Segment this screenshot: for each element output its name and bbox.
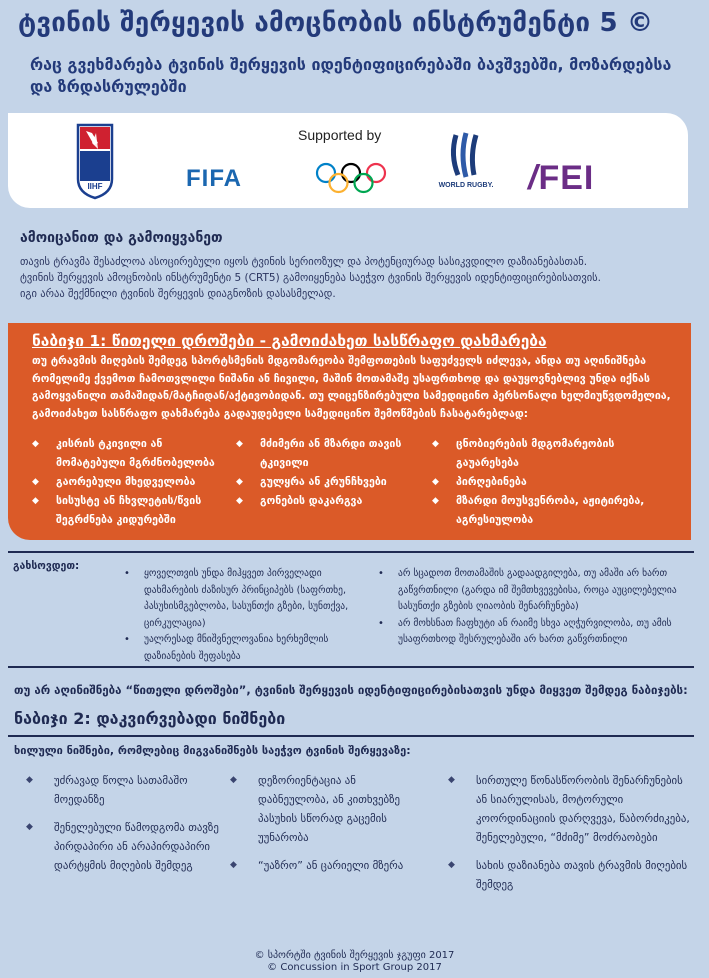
- fifa-logo: FIFA: [186, 165, 242, 192]
- observable-sign-item: ◆ სახის დაზიანება თავის ტრავმის მიღების შემდეგ: [448, 856, 694, 894]
- footer-copyright-ka: © სპორტში ტვინის შერყევის ჯგუფი 2017: [254, 950, 455, 961]
- intro-line: ტვინის შერყევის ამოცნობის ინსტრუმენტი 5 (CRT5) გამოიყენება საეჭვო ტვინის შერყევის იდენტიფიცირებისათვის.: [20, 272, 601, 284]
- red-flag-item: ◆ პირღებინება: [432, 473, 672, 492]
- intro-heading: ამოიცანით და გამოიყვანეთ: [20, 230, 223, 246]
- step2-subtitle: ხილული ნიშნები, რომლებიც მიგვანიშნებს საეჭვო ტვინის შერყევაზე:: [14, 744, 411, 757]
- observable-sign-item: ◆ შენელებული წამოდგომა თავზე პირდაპირი ან არაპირდაპირი დარტყმის მიღების შემდეგ: [26, 818, 226, 875]
- red-flags-column-3: [432, 435, 672, 530]
- step2-title: ნაბიჯი 2: დაკვირვებადი ნიშნები: [14, 709, 286, 728]
- observable-sign-item: ◆ “უაზრო” ან ცარიელი მზერა: [230, 856, 430, 875]
- red-flag-item: ◆ კისრის ტკივილი ან მომატებული მგრძნობელობა: [32, 435, 232, 473]
- step1-title: ნაბიჯი 1: წითელი დროშები - გამოიძახეთ სასწრაფო დახმარება: [32, 332, 547, 350]
- observable-sign-item: ◆ სირთულე წონასწორობის შენარჩუნების ან სიარულისას, მოტორული კოორდინაციის დარღვევა, წაბორძიკება, შენელებული, “მძიმე” მოძრაობები: [448, 771, 694, 847]
- intro-line: იგი არაა შექმნილი ტვინის შერყევის დიაგნოზის დასასმელად.: [20, 288, 336, 300]
- remember-column-2: [378, 566, 693, 649]
- observable-signs-column-3: [448, 771, 694, 903]
- red-flag-item: ◆ მზარდი მოუსვენრობა, აჟიტირება, აგრესიულობა: [432, 492, 672, 530]
- bridge-text: თუ არ აღინიშნება “წითელი დროშები”, ტვინის შერყევის იდენტიფიცირებისათვის უნდა მიყვეთ შემდეგ ნაბიჯებს:: [14, 683, 688, 697]
- world-rugby-logo-text: WORLD RUGBY.: [438, 182, 494, 189]
- footer: [0, 950, 709, 974]
- footer-copyright-en: © Concussion in Sport Group 2017: [267, 962, 442, 973]
- divider: [8, 666, 694, 668]
- red-flag-item: ◆ მძიმერი ან მზარდი თავის ტკივილი: [236, 435, 416, 473]
- supported-by-label: Supported by: [298, 127, 382, 143]
- remember-label: გახსოვდეთ:: [13, 560, 80, 572]
- red-flag-item: ◆ გულყრა ან კრუნჩხვები: [236, 473, 416, 492]
- divider: [8, 551, 694, 553]
- olympic-rings-icon: [314, 161, 388, 197]
- iihf-logo-icon: [76, 123, 114, 199]
- remember-column-1: [124, 566, 364, 665]
- remember-item: • უალრესად მნიშვნელოვანია ხერხემლის დაზიანების შეფასება: [124, 632, 364, 665]
- red-flag-item: ◆ გაორებული მხედველობა: [32, 473, 232, 492]
- iihf-logo-text: IIHF: [87, 182, 103, 191]
- red-flags-column-1: [32, 435, 232, 530]
- page-title: ტვინის შერყევის ამოცნობის ინსტრუმენტი 5 ©: [18, 8, 654, 38]
- remember-item: • არ მოხსნათ ჩაფხუტი ან რაიმე სხვა აღჭურვილობა, თუ ამის უსაფრთხოდ შესრულებაში არ ხართ გაწვრთნილი: [378, 616, 693, 649]
- page-subtitle: რაც გვეხმარება ტვინის შერყევის იდენტიფიცირებაში ბავშვებში, მოზარდებსა და ზრდასრულებში: [30, 55, 672, 96]
- red-flags-column-2: [236, 435, 416, 511]
- red-flag-item: ◆ ცნობიერების მდგომარეობის გაუარესება: [432, 435, 672, 473]
- observable-signs-column-1: [26, 771, 226, 884]
- remember-item: • არ სცადოთ მოთამაშის გადაადგილება, თუ ამაში არ ხართ გაწვრთნილი (გარდა იმ შემთხვევებისა, როცა აუცილებელია სასუნთქი გზების ღიაობის შენარჩუნება): [378, 566, 693, 616]
- observable-signs-column-2: [230, 771, 430, 884]
- intro-text: [20, 254, 690, 302]
- divider: [8, 735, 694, 737]
- red-flag-item: ◆ სისუსტე ან ჩხვლეტის/წვის შეგრძნება კიდურებში: [32, 492, 232, 530]
- step1-red-flags-box: [8, 323, 691, 540]
- fei-logo-text: FEI: [538, 159, 595, 197]
- sponsor-logo-panel: [8, 113, 688, 208]
- step1-paragraph: თუ ტრავმის მიღების შემდეგ სპორტსმენის მდგომარეობა შემფოთების საფუძველს იძლევა, ანდა თუ აღინიშნება რომელიმე ქვემოთ ჩამოთვლილი ნიშანი ან ჩივილი, მაშინ მოთამაშე უსაფრთხოდ და დაუყოვნებლივ უნდა იქნას გამოყვანილი თამაშიდან/მატჩიდან/აქტივობიდან. თუ ლიცენზირებული სამედიცინო პერსონალი ხელმიუწვდომელია, გამოიძახეთ სასწრაფო დახმარება გადაუდებელი სამედიცინო შემოწმების ჩასატარებლად:: [32, 355, 671, 420]
- remember-item: • ყოველთვის უნდა მიჰყვეთ პირველადი დახმარების ძაზისურ პრინციპებს (საფრთხე, პასუხისმგებლობა, სასუნთქი გზები, სუნთქვა, ცირკულაცია): [124, 566, 364, 632]
- intro-line: თავის ტრავმა შესაძლოა ასოცირებული იყოს ტვინის სერიოზულ და პოტენციურად სასიკვდილო დაზიანებასთან.: [20, 256, 588, 268]
- world-rugby-logo-icon: [438, 131, 494, 197]
- observable-sign-item: ◆ დეზორიენტაცია ან დაბნეულობა, ან კითხვებზე პასუხის სწორად გაცემის უუნარობა: [230, 771, 430, 847]
- red-flag-item: ◆ გონების დაკარგვა: [236, 492, 416, 511]
- fei-logo: /FEI: [528, 159, 595, 197]
- observable-sign-item: ◆ უძრავად წოლა სათამაშო მოედანზე: [26, 771, 226, 809]
